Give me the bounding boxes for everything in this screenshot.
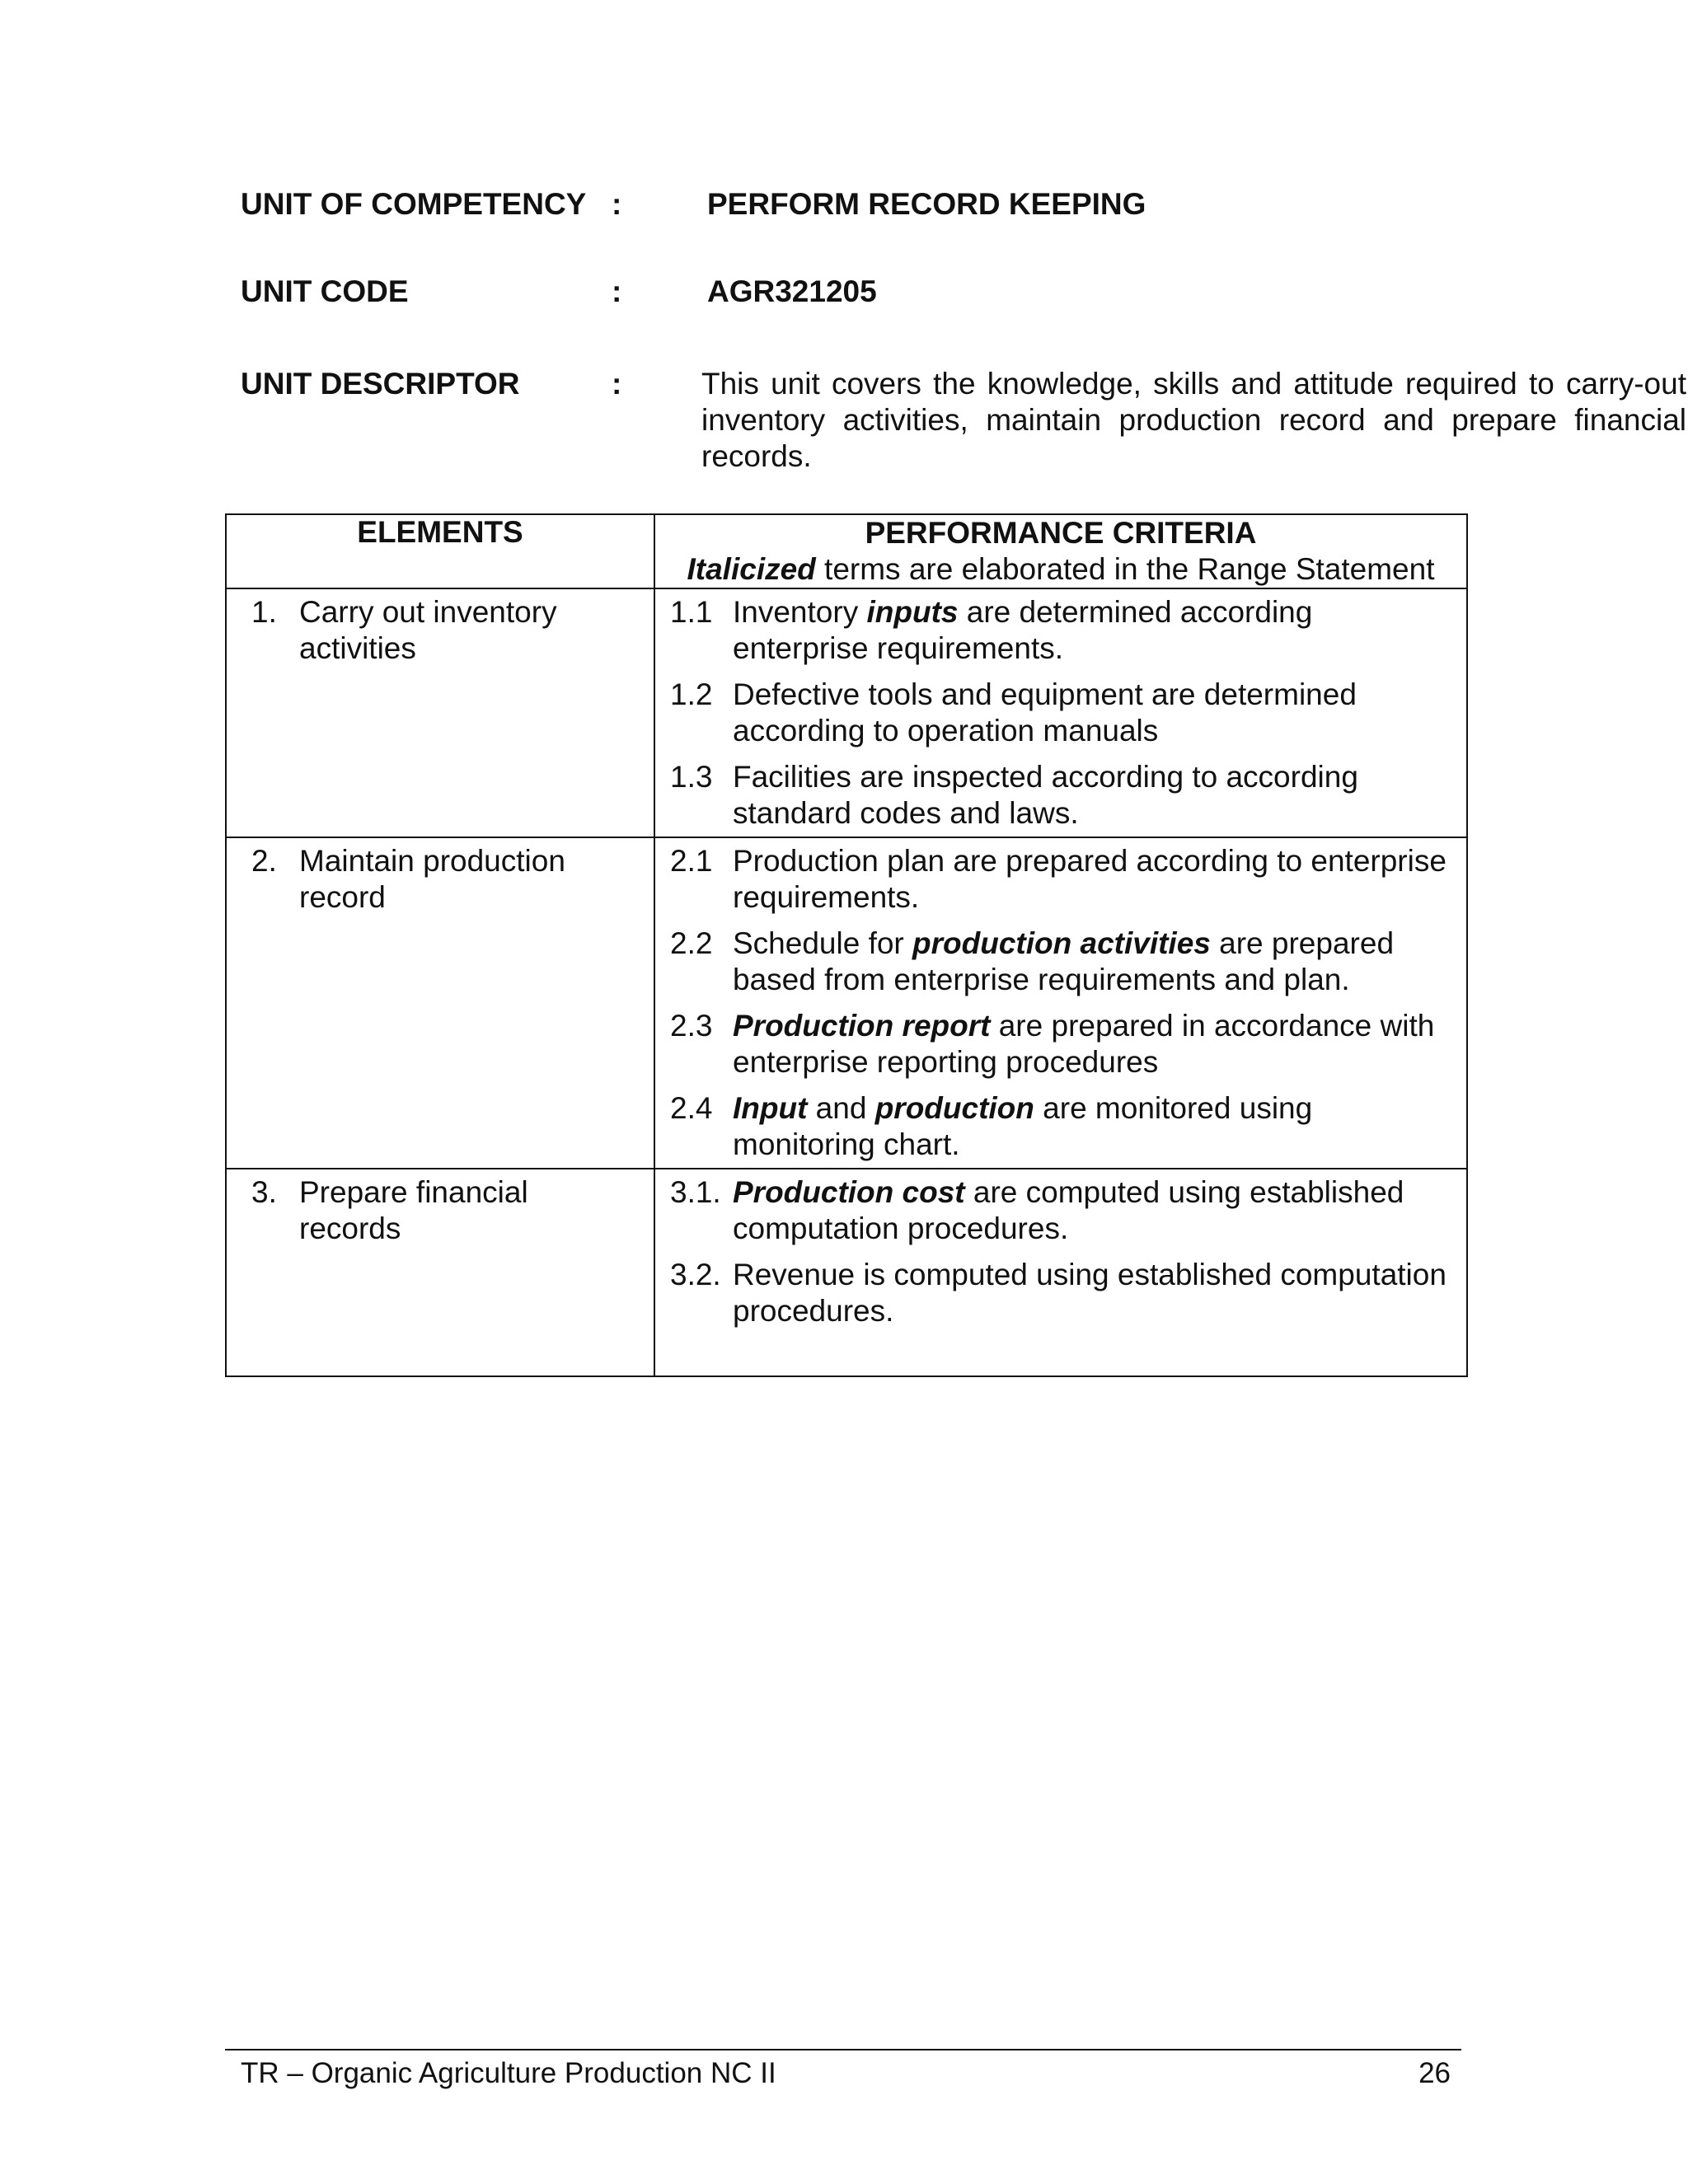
table-body xyxy=(226,588,1467,1376)
criterion-number: 2.4 xyxy=(670,1091,713,1125)
criterion-text: Facilities are inspected according to according standard codes and laws. xyxy=(733,760,1358,830)
criterion-range-term: Input xyxy=(733,1091,808,1125)
criterion-text: are prepared in accordance with enterprise reporting procedures xyxy=(733,1009,1435,1079)
element-number: 3. xyxy=(251,1175,277,1209)
unit-code-value: AGR321205 xyxy=(707,274,877,308)
criteria-list xyxy=(655,589,1466,837)
element-cell xyxy=(226,837,654,1169)
table-header-row xyxy=(226,514,1467,588)
performance-criteria-title: PERFORMANCE CRITERIA xyxy=(865,516,1257,550)
unit-code-colon: : xyxy=(612,274,622,308)
element-item xyxy=(227,1169,654,1254)
competency-table xyxy=(225,513,1468,1377)
criterion-item xyxy=(655,926,1453,998)
unit-descriptor-label: UNIT DESCRIPTOR xyxy=(241,367,520,401)
criteria-cell xyxy=(654,1169,1467,1376)
criterion-item xyxy=(655,677,1453,749)
criterion-number: 3.2. xyxy=(670,1258,721,1291)
criterion-text: are monitored using monitoring chart. xyxy=(733,1091,1313,1161)
criterion-text: are computed using established computation procedures. xyxy=(733,1175,1404,1245)
criterion-number: 1.3 xyxy=(670,760,713,794)
criteria-list xyxy=(655,838,1466,1168)
criteria-cell xyxy=(654,588,1467,837)
footer-title: TR – Organic Agriculture Production NC II xyxy=(241,2057,776,2089)
criterion-item xyxy=(655,1257,1453,1329)
criteria-list xyxy=(655,1169,1466,1334)
unit-competency-colon: : xyxy=(612,187,622,221)
criterion-text: Production plan are prepared according to enterprise requirements. xyxy=(733,844,1447,914)
table-row xyxy=(226,1169,1467,1376)
element-text: Prepare financial records xyxy=(299,1175,528,1245)
table-row xyxy=(226,837,1467,1169)
unit-code-label: UNIT CODE xyxy=(241,274,409,308)
criterion-text: are determined according enterprise requirements. xyxy=(733,595,1313,665)
element-cell xyxy=(226,588,654,837)
criterion-item xyxy=(655,843,1453,916)
criterion-range-term: inputs xyxy=(866,595,959,629)
element-number: 1. xyxy=(251,595,277,629)
criterion-item xyxy=(655,759,1453,832)
unit-descriptor-text: This unit covers the knowledge, skills and attitude required to carry-out inventory activities, maintain production record and prepare financial records. xyxy=(701,367,1686,473)
criterion-range-term: Production report xyxy=(733,1009,991,1043)
criteria-note-text: terms are elaborated in the Range Statement xyxy=(815,552,1435,586)
criterion-text: Schedule for xyxy=(733,926,913,960)
criterion-text: Inventory xyxy=(733,595,867,629)
criterion-text: Revenue is computed using established computation procedures. xyxy=(733,1258,1447,1328)
unit-competency-value: PERFORM RECORD KEEPING xyxy=(707,187,1146,221)
criterion-range-term: Production cost xyxy=(733,1175,965,1209)
criterion-text: are prepared based from enterprise requirements and plan. xyxy=(733,926,1395,996)
element-text: Maintain production record xyxy=(299,844,565,914)
element-number: 2. xyxy=(251,844,277,878)
criterion-item xyxy=(655,594,1453,667)
unit-competency-label: UNIT OF COMPETENCY xyxy=(241,187,587,221)
criterion-number: 2.1 xyxy=(670,844,713,878)
criteria-note-italic: Italicized xyxy=(687,552,816,586)
criterion-number: 2.2 xyxy=(670,926,713,960)
criteria-cell xyxy=(654,837,1467,1169)
criterion-item xyxy=(655,1174,1453,1247)
element-item xyxy=(227,589,654,673)
page-number: 26 xyxy=(1418,2057,1451,2089)
criterion-text: and xyxy=(807,1091,875,1125)
criterion-number: 1.2 xyxy=(670,677,713,711)
unit-descriptor-colon: : xyxy=(612,367,622,401)
criterion-number: 3.1. xyxy=(670,1175,721,1209)
criterion-number: 1.1 xyxy=(670,595,713,629)
elements-header: ELEMENTS xyxy=(226,514,654,588)
performance-criteria-header xyxy=(654,514,1467,588)
element-text: Carry out inventory activities xyxy=(299,595,557,665)
criterion-text: Defective tools and equipment are determined according to operation manuals xyxy=(733,677,1357,748)
element-item xyxy=(227,838,654,922)
criterion-number: 2.3 xyxy=(670,1009,713,1043)
criterion-item xyxy=(655,1008,1453,1080)
table-row xyxy=(226,588,1467,837)
footer-rule xyxy=(225,2049,1461,2050)
criterion-item xyxy=(655,1090,1453,1163)
element-cell xyxy=(226,1169,654,1376)
criterion-range-term: production xyxy=(874,1091,1034,1125)
criterion-range-term: production activities xyxy=(912,926,1211,960)
